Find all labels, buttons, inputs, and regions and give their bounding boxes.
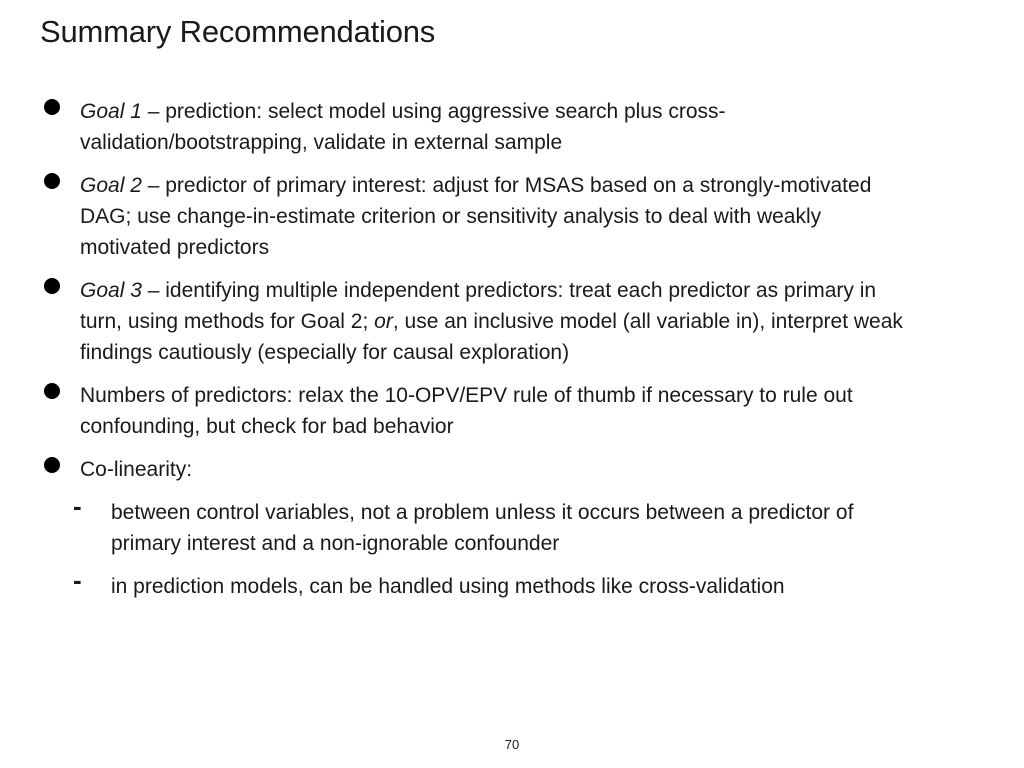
sub-item-text: in prediction models, can be handled using methods like cross-validation — [111, 575, 785, 598]
colinearity-text: Co-linearity: — [80, 458, 193, 481]
bullet-numbers-of-predictors — [44, 380, 904, 442]
goal-1-text: – prediction: select model using aggressive search plus cross-validation/bootstrapping, validate in external sample — [80, 100, 726, 154]
sub-item-prediction-models — [44, 565, 904, 602]
bullet-colinearity — [44, 454, 904, 602]
bullet-dot-icon — [44, 457, 60, 473]
goal-3-label: Goal 3 — [80, 279, 142, 302]
numbers-of-predictors-text: Numbers of predictors: relax the 10-OPV/EPV rule of thumb if necessary to rule out confounding, but check for bad behavior — [80, 384, 853, 438]
goal-3-emphasis: or — [374, 310, 393, 333]
bullet-goal-1 — [44, 96, 904, 158]
bullet-goal-2 — [44, 170, 904, 263]
bullet-list — [44, 96, 904, 614]
dash-marker: - — [73, 491, 82, 521]
sub-item-text: between control variables, not a problem unless it occurs between a predictor of primary interest and a non-ignorable confounder — [111, 501, 854, 555]
dash-marker: - — [73, 565, 82, 595]
goal-3-text-after: , use an inclusive model (all variable in), interpret weak findings cautiously (especially for causal exploration) — [80, 310, 903, 364]
colinearity-sub-list — [44, 491, 904, 602]
goal-2-text: – predictor of primary interest: adjust for MSAS based on a strongly-motivated DAG; use change-in-estimate criterion or sensitivity analysis to deal with weakly motivated predictors — [80, 174, 872, 259]
bullet-dot-icon — [44, 278, 60, 294]
bullet-dot-icon — [44, 383, 60, 399]
goal-1-label: Goal 1 — [80, 100, 142, 123]
page-number: 70 — [504, 737, 520, 752]
bullet-dot-icon — [44, 173, 60, 189]
goal-3-text-before: – identifying multiple independent predictors: treat each predictor as primary in turn, using methods for Goal 2; — [80, 279, 877, 333]
sub-item-control-variables — [44, 491, 904, 559]
slide-title: Summary Recommendations — [40, 14, 436, 49]
goal-2-label: Goal 2 — [80, 174, 142, 197]
bullet-goal-3 — [44, 275, 904, 368]
bullet-dot-icon — [44, 99, 60, 115]
